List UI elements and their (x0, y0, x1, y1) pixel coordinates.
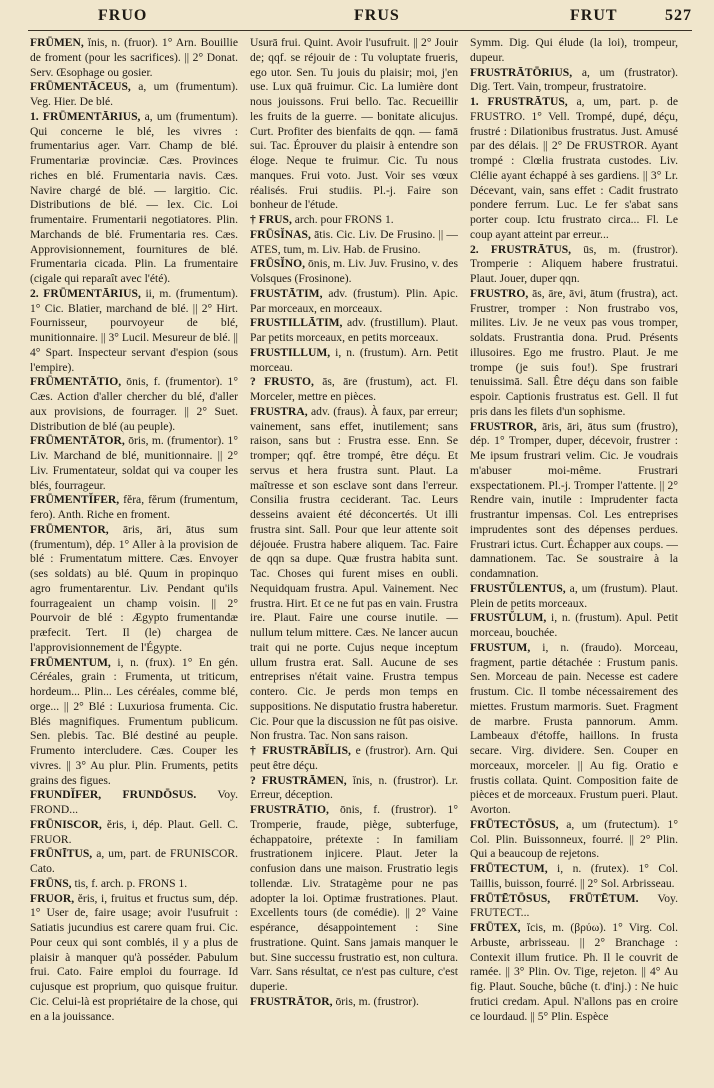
dictionary-entry (470, 243, 678, 287)
entry-definition: ās, āre (frustum), act. Fl. Morceler, mettre en pièces. (250, 375, 458, 403)
entry-headword: FRŪMENTĀTOR, (30, 434, 125, 448)
entry-definition: a, um (frumentum). Qui concerne le blé, les vivres : frumentarius ager. Varr. Champ de blé. Frumentariæ provinciæ. Cæs. Provinces riches en blé. Frumentaria navis. Cæs. Navire chargé de blé. — largitio. Cic. Distributions de blé. — lex. Cic. Loi frumentaire. Frumentarii negotiatores. Plin. Marchands de blé. Frumentaria res. Cæs. Approvisionnement, fournitures de blé. Frumentaria cicada. Plin. La frumentaire (cigale qui reparaît avec l'été). (30, 109, 238, 285)
page-number: 527 (665, 7, 692, 24)
dictionary-entry (470, 36, 678, 66)
entry-headword: ? FRUSTO, (250, 375, 314, 389)
dictionary-entry (30, 818, 238, 848)
dictionary-entry (250, 774, 458, 804)
entry-definition: a, um, part. p. de FRUSTRO. 1° Vell. Trompé, dupé, déçu, frustré : Dilationibus frustratus. Just. Amusé par des délais. || 2° De FRUSTROR. Ayant trompé : Clœlia frustrata custodes. Liv. Clélie ayant échappé à ses gardiens. || 3° Lr. Décevant, vain, sans effet : Cadit frustrato pondere ferrum. Luc. Le fer s'abat sans porter coup. Ictu frustrato circa... Fl. Le coup ayant atteint par erreur... (470, 95, 678, 241)
entry-definition: tis, f. arch. p. FRONS 1. (71, 876, 188, 890)
running-head-left: FRUO (98, 7, 148, 24)
entry-definition: ĕris, i, dép. Plaut. Gell. C. FRUOR. (30, 817, 238, 846)
dictionary-entry (250, 346, 458, 376)
entry-definition: a, um (frustum). Plaut. Plein de petits morceaux. (470, 581, 678, 610)
dictionary-entry (30, 788, 238, 818)
dictionary-entry (250, 257, 458, 287)
entry-definition: ūs, m. (frustror). Tromperie : Aliquem habere frustratui. Plaut. Jouer, duper qqn. (470, 242, 678, 285)
entry-definition: Voy. FRUTECT... (470, 891, 678, 920)
entry-definition: ĭnis, n. (fruor). 1° Arn. Bouillie de froment (pour les sacrifices). || 2° Donat. Serv. Œsophage ou gosier. (30, 36, 238, 79)
column-1 (30, 36, 238, 1076)
entry-headword: FRŪTEX, (470, 921, 521, 934)
entry-headword: FRŪMENTOR, (30, 522, 109, 536)
dictionary-entry (250, 287, 458, 317)
dictionary-entry (30, 110, 238, 287)
entry-definition: fĕra, fĕrum (frumentum, fero). Anth. Riche en froment. (30, 493, 238, 521)
entry-headword: † FRUS, (250, 213, 292, 226)
dictionary-entry (470, 818, 678, 862)
dictionary-entry (250, 995, 458, 1010)
entry-headword: FRŪNISCOR, (30, 817, 102, 831)
entry-headword: FRUSTUM, (470, 640, 531, 654)
entry-definition: a, um (frustrator). Dig. Tert. Vain, trompeur, frustratoire. (470, 65, 678, 94)
entry-definition: ōris, m. (frumentor). 1° Liv. Marchand de blé, munitionnaire. || 2° Liv. Frumentateur, soldat qui va couper les blés, fourrageur. (30, 434, 238, 492)
entry-headword: FRUOR, (30, 891, 75, 905)
entry-headword: FRŪMEN, (30, 36, 84, 49)
page-header (28, 7, 692, 27)
entry-definition: adv. (frustillum). Plaut. Par petits morceaux, en petits morceaux. (250, 316, 458, 344)
entry-headword: FRUSTŬLENTUS, (470, 581, 566, 595)
entry-headword: † FRUSTRĀBĬLIS, (250, 744, 351, 757)
entry-definition: ātis. Cic. Liv. De Frusino. || — ATES, tum, m. Liv. Hab. de Frusino. (250, 227, 458, 256)
dictionary-entry (30, 80, 238, 110)
dictionary-entry (250, 744, 458, 774)
dictionary-entry (30, 434, 238, 493)
entry-headword: FRŪTECTŌSUS, (470, 817, 559, 831)
running-head-center: FRUS (354, 7, 400, 24)
dictionary-entry (30, 36, 238, 80)
entry-headword: 2. FRUSTRĀTUS, (470, 242, 572, 256)
entry-headword: ? FRUSTRĀMEN, (250, 773, 347, 787)
entry-definition: Symm. Dig. Qui élude (la loi), trompeur, dupeur. (470, 36, 678, 64)
entry-headword: 2. FRŪMENTĀRIUS, (30, 286, 141, 300)
entry-definition: āris, āri, ātus sum (frumentum), dép. 1° Aller à la provision de blé : Frumentatum mittere. Cæs. Envoyer (ses soldats) au blé. Quum in propinquo agro frumentarentur. Liv. Pendant qu'ils fourrageaient un champ voisin. || 2° Pourvoir de blé : Ægypto frumentandæ præfecit. Tert. Il (le) chargea de l'approvisionnement de l'Égypte. (30, 522, 238, 654)
dictionary-entry (30, 493, 238, 523)
entry-headword: FRUNDĬFER, FRUNDŌSUS. (30, 788, 197, 802)
entry-headword: FRŪMENTĬFER, (30, 493, 120, 507)
entry-definition: adv. (frustum). Plin. Apic. Par morceaux, en morceaux. (250, 286, 458, 315)
entry-definition: adv. (fraus). À faux, par erreur; vainement, sans effet, inutilement; sans raison, sans but : Frustra esse. Enn. Se tromper; qqf. être trompé, être déçu. Et servus et hera frustra sunt. Plaut. La maîtresse et son esclave sont dans l'erreur. Consilia frustra ceciderant. Tac. Leurs desseins avaient été déconcertés. Ut illi frustra sint. Sall. Pour que leur attente soit déjouée. Frustra habere aliquem. Tac. Faire de qqn sa dupe. Quæ frustra habita sunt. Tac. Choses qui furent mises en oubli. Nequidquam frustra. Apul. Vainement. Nec frustra. Hirt. Et ce ne fut pas en vain. Frustra ire. Plaut. Faire une course inutile. — nullum telum mittere. Cæs. Ne lancer aucun trait qui ne porte. Cujus neque inceptum ullum frustra erat. Sall. Aucune de ses entreprises n'était vaine. Frustra tempus contero. Cic. Je perds mon temps en suppositions. Ne disputatio frustra haberetur. Cic. Pour que la discussion ne fût pas oisive. Non frustra. Tac. Non sans raison. (250, 404, 458, 743)
entry-headword: FRŪNĪTUS, (30, 847, 93, 861)
entry-definition: ĭcis, m. (βρύω). 1° Virg. Col. Arbuste, arbrisseau. || 2° Branchage : Contexit illum frutice. Ph. Il le couvrit de ramée. || 3° Plin. Ov. Tige, rejeton. || 4° Au fig. Plaut. Souche, bûche (t. d'inj.) : Ne huic frutici credam. Apul. N'allons pas en croire ce lourdaud. || 5° Plin. Espèce (470, 921, 678, 1023)
entry-definition: ōnis, m. Liv. Juv. Frusino, v. des Volsques (Frosinone). (250, 257, 458, 285)
dictionary-entry (250, 375, 458, 405)
entry-definition: āris, āri, ātus sum (frustro), dép. 1° Tromper, duper, décevoir, frustrer : Me ipsum frustrari velim. Cic. Je voudrais m'abuser moi-même. Frustrari exspectationem. Pl.-j. Tromper l'attente. || 2° Rendre vain, inutile : Imprudenter facta frustrantur impensas. Col. Les entreprises imprudentes sont des dépenses perdues. Frustrari ictus. Curt. Échapper aux coups. — damnationem. Tac. Se soustraire à la condamnation. (470, 419, 678, 580)
entry-headword: FRŪTECTUM, (470, 862, 548, 875)
dictionary-entry (470, 287, 678, 420)
entry-definition: a, um (frumentum). Veg. Hier. De blé. (30, 80, 238, 108)
entry-headword: 1. FRUSTRĀTUS, (470, 95, 568, 108)
entry-definition: i, n. (frustum). Arn. Petit morceau. (250, 345, 458, 374)
dictionary-entry (250, 405, 458, 744)
dictionary-entry (470, 582, 678, 612)
dictionary-entry (470, 921, 678, 1024)
entry-definition: Usurā frui. Quint. Avoir l'usufruit. || 2° Jouir de; qqf. se réjouir de : Tu voluptate frueris, ego utor. Sen. Tu jouis du plaisir; moi, j'en use. Lux quā fruimur. Cic. La lumière dont nous jouissons. Frui bello. Tac. Recueillir les fruits de la guerre. — bonitate alicujus. Curt. Profiter des bienfaits de qqn. — famā sui. Tac. Éprouver du plaisir à entendre son éloge. Neque te fruimur. Cic. Tu nous manques. Frui voto. Just. Voir ses vœux réalisés. Frui studiis. Pl.-j. Faire son bonheur de l'étude. (250, 36, 458, 212)
entry-headword: FRŪSĬNAS, (250, 227, 311, 241)
column-2 (250, 36, 458, 1076)
column-3 (470, 36, 678, 1076)
dictionary-entry (30, 877, 238, 892)
entry-definition: ĭnis, n. (frustror). Lr. Erreur, déception. (250, 773, 458, 802)
entry-headword: FRUSTRĀTOR, (250, 994, 333, 1008)
entry-definition: a, um, part. de FRUNISCOR. Cato. (30, 847, 238, 875)
entry-headword: FRUSTILLĀTIM, (250, 316, 343, 330)
entry-definition: e (frustror). Arn. Qui peut être déçu. (250, 744, 458, 772)
entry-definition: i, n. (fraudo). Morceau, fragment, partie détachée : Frustum panis. Sen. Morceau de pain. Necesse est cadere frustum. Cic. Il tombe nécessairement des miettes. Frustum marmoris. Suet. Fragment de marbre. Frusta pannorum. Amm. Lambeaux d'étoffe, haillons. In frusta secare. Virg. dividere. Sen. Couper en morceaux, morceler. || Au fig. Oratio e frustis collata. Quint. Composition faite de pièces et de morceaux. Frustum pueri. Plaut. Avorton. (470, 640, 678, 816)
entry-definition: ōris, m. (frustror). (332, 994, 419, 1008)
entry-headword: FRŪMENTUM, (30, 655, 111, 669)
entry-definition: ōnis, f. (frumentor). 1° Cæs. Action d'aller chercher du blé, d'aller aux provisions, de fourrager. || 2° Suet. Distribution de blé (au peuple). (30, 375, 238, 433)
entry-definition: ii, m. (frumentum). 1° Cic. Blatier, marchand de blé. || 2° Hirt. Fournisseur, pourvoyeur de blé, munitionnaire. || 3° Lucil. Mesureur de blé. || 4° Spart. Inspecteur servant d'espion (sous l'empire). (30, 286, 238, 374)
dictionary-entry (250, 803, 458, 995)
entry-headword: FRŪTĒTŌSUS, FRŪTĒTUM. (470, 891, 639, 905)
entry-headword: FRUSTRĀTŌRIUS, (470, 65, 573, 79)
dictionary-entry (30, 375, 238, 434)
dictionary-entry (470, 420, 678, 582)
entry-headword: FRŪMENTĀCEUS, (30, 80, 131, 94)
entry-definition: a, um (frutectum). 1° Col. Plin. Buissonneux, fourré. || 2° Plin. Qui a beaucoup de rejetons. (470, 817, 678, 861)
entry-definition: ās, āre, āvi, ātum (frustra), act. Frustrer, tromper : Non frustrabo vos, milites. Liv. Je ne veux pas vous tromper, soldats. Frustrantia dona. Prud. Présents illusoires. Ego me frustro. Plaut. Je me trompe (je suis fou!). Spe frustrari tenuissimā. Sall. Être déçu dans son faible espoir. Captionis frustratus est. Gell. Il fut pris dans les filets d'un sophisme. (470, 286, 678, 418)
dictionary-entry (470, 862, 678, 892)
dictionary-entry (470, 611, 678, 641)
entry-headword: FRŪMENTĀTIO, (30, 375, 122, 389)
entry-headword: FRUSTRĀTIO, (250, 803, 329, 816)
entry-headword: FRUSTŬLUM, (470, 611, 547, 625)
entry-definition: i, n. (frux). 1° En gén. Céréales, grain : Frumenta, ut triticum, hordeum... Plin... Les céréales, comme blé, orge... || 2° Blé : Luxuriosa frumenta. Cic. Blés magnifiques. Frumentum publicum. Sen. plebis. Tac. Blé destiné au peuple. Frumento intercludere. Cæs. Couper les vivres. || 3° Au plur. Plin. Fruments, petits grains des figues. (30, 655, 238, 787)
entry-definition: i, n. (frutex). 1° Col. Taillis, buisson, fourré. || 2° Sol. Arbrisseau. (470, 862, 678, 890)
dictionary-entry (30, 287, 238, 376)
dictionary-entry (30, 892, 238, 1025)
dictionary-entry (30, 523, 238, 656)
entry-definition: Voy. FROND... (30, 788, 238, 816)
entry-headword: FRUSTRO, (470, 286, 529, 300)
entry-headword: FRŪSĬNO, (250, 257, 306, 271)
entry-headword: FRUSTĀTIM, (250, 286, 323, 300)
entry-headword: FRUSTILLUM, (250, 345, 331, 359)
dictionary-entry (30, 656, 238, 789)
entry-definition: ĕris, i, fruitus et fructus sum, dép. 1° User de, faire usage; avoir l'usufruit : Satiatis jucundius est carere quam frui. Cic. Pour ceux qui sont comblés, il y a plus de plaisir à manquer qu'à posséder. Pabulum frui. Cato. Faire emploi du fourrage. Id cujusque est proprium, quo quisque fruitur. Cic. Celui-là est propriétaire de la chose, qui en a la jouissance. (30, 891, 238, 1023)
dictionary-entry (470, 892, 678, 922)
entry-headword: FRUSTROR, (470, 419, 537, 433)
dictionary-entry (470, 66, 678, 96)
dictionary-entry (250, 213, 458, 228)
entry-headword: FRUSTRA, (250, 404, 308, 418)
entry-headword: 1. FRŪMENTĀRIUS, (30, 109, 141, 123)
dictionary-entry (250, 36, 458, 213)
running-head-right: FRUT (570, 7, 618, 24)
header-rule (28, 30, 692, 31)
entry-definition: arch. pour FRONS 1. (291, 213, 394, 226)
entry-definition: i, n. (frustum). Apul. Petit morceau, bouchée. (470, 611, 678, 639)
dictionary-entry (470, 95, 678, 243)
dictionary-entry (30, 847, 238, 877)
entry-definition: ōnis, f. (frustror). 1° Tromperie, fraude, piège, subterfuge, échappatoire, prétexte : In familiam frustrationem injicere. Plaut. Jeter la confusion dans une maison. Frustratio legis tollendæ. Liv. Stratagème pour ne pas adopter la loi. Optimæ frustrationes. Plaut. Excellents tours (de comédie). || 2° Vaine espérance, désappointement : Sine frustratione. Quint. Sans jamais manquer le but. Sine successu frustratio est, non cultura. Varr. Sans résultat, ce n'est pas culture, c'est duperie. (250, 803, 458, 993)
dictionary-entry (250, 228, 458, 258)
dictionary-entry (470, 641, 678, 818)
entry-headword: FRŪNS, (30, 876, 72, 890)
dictionary-entry (250, 316, 458, 346)
